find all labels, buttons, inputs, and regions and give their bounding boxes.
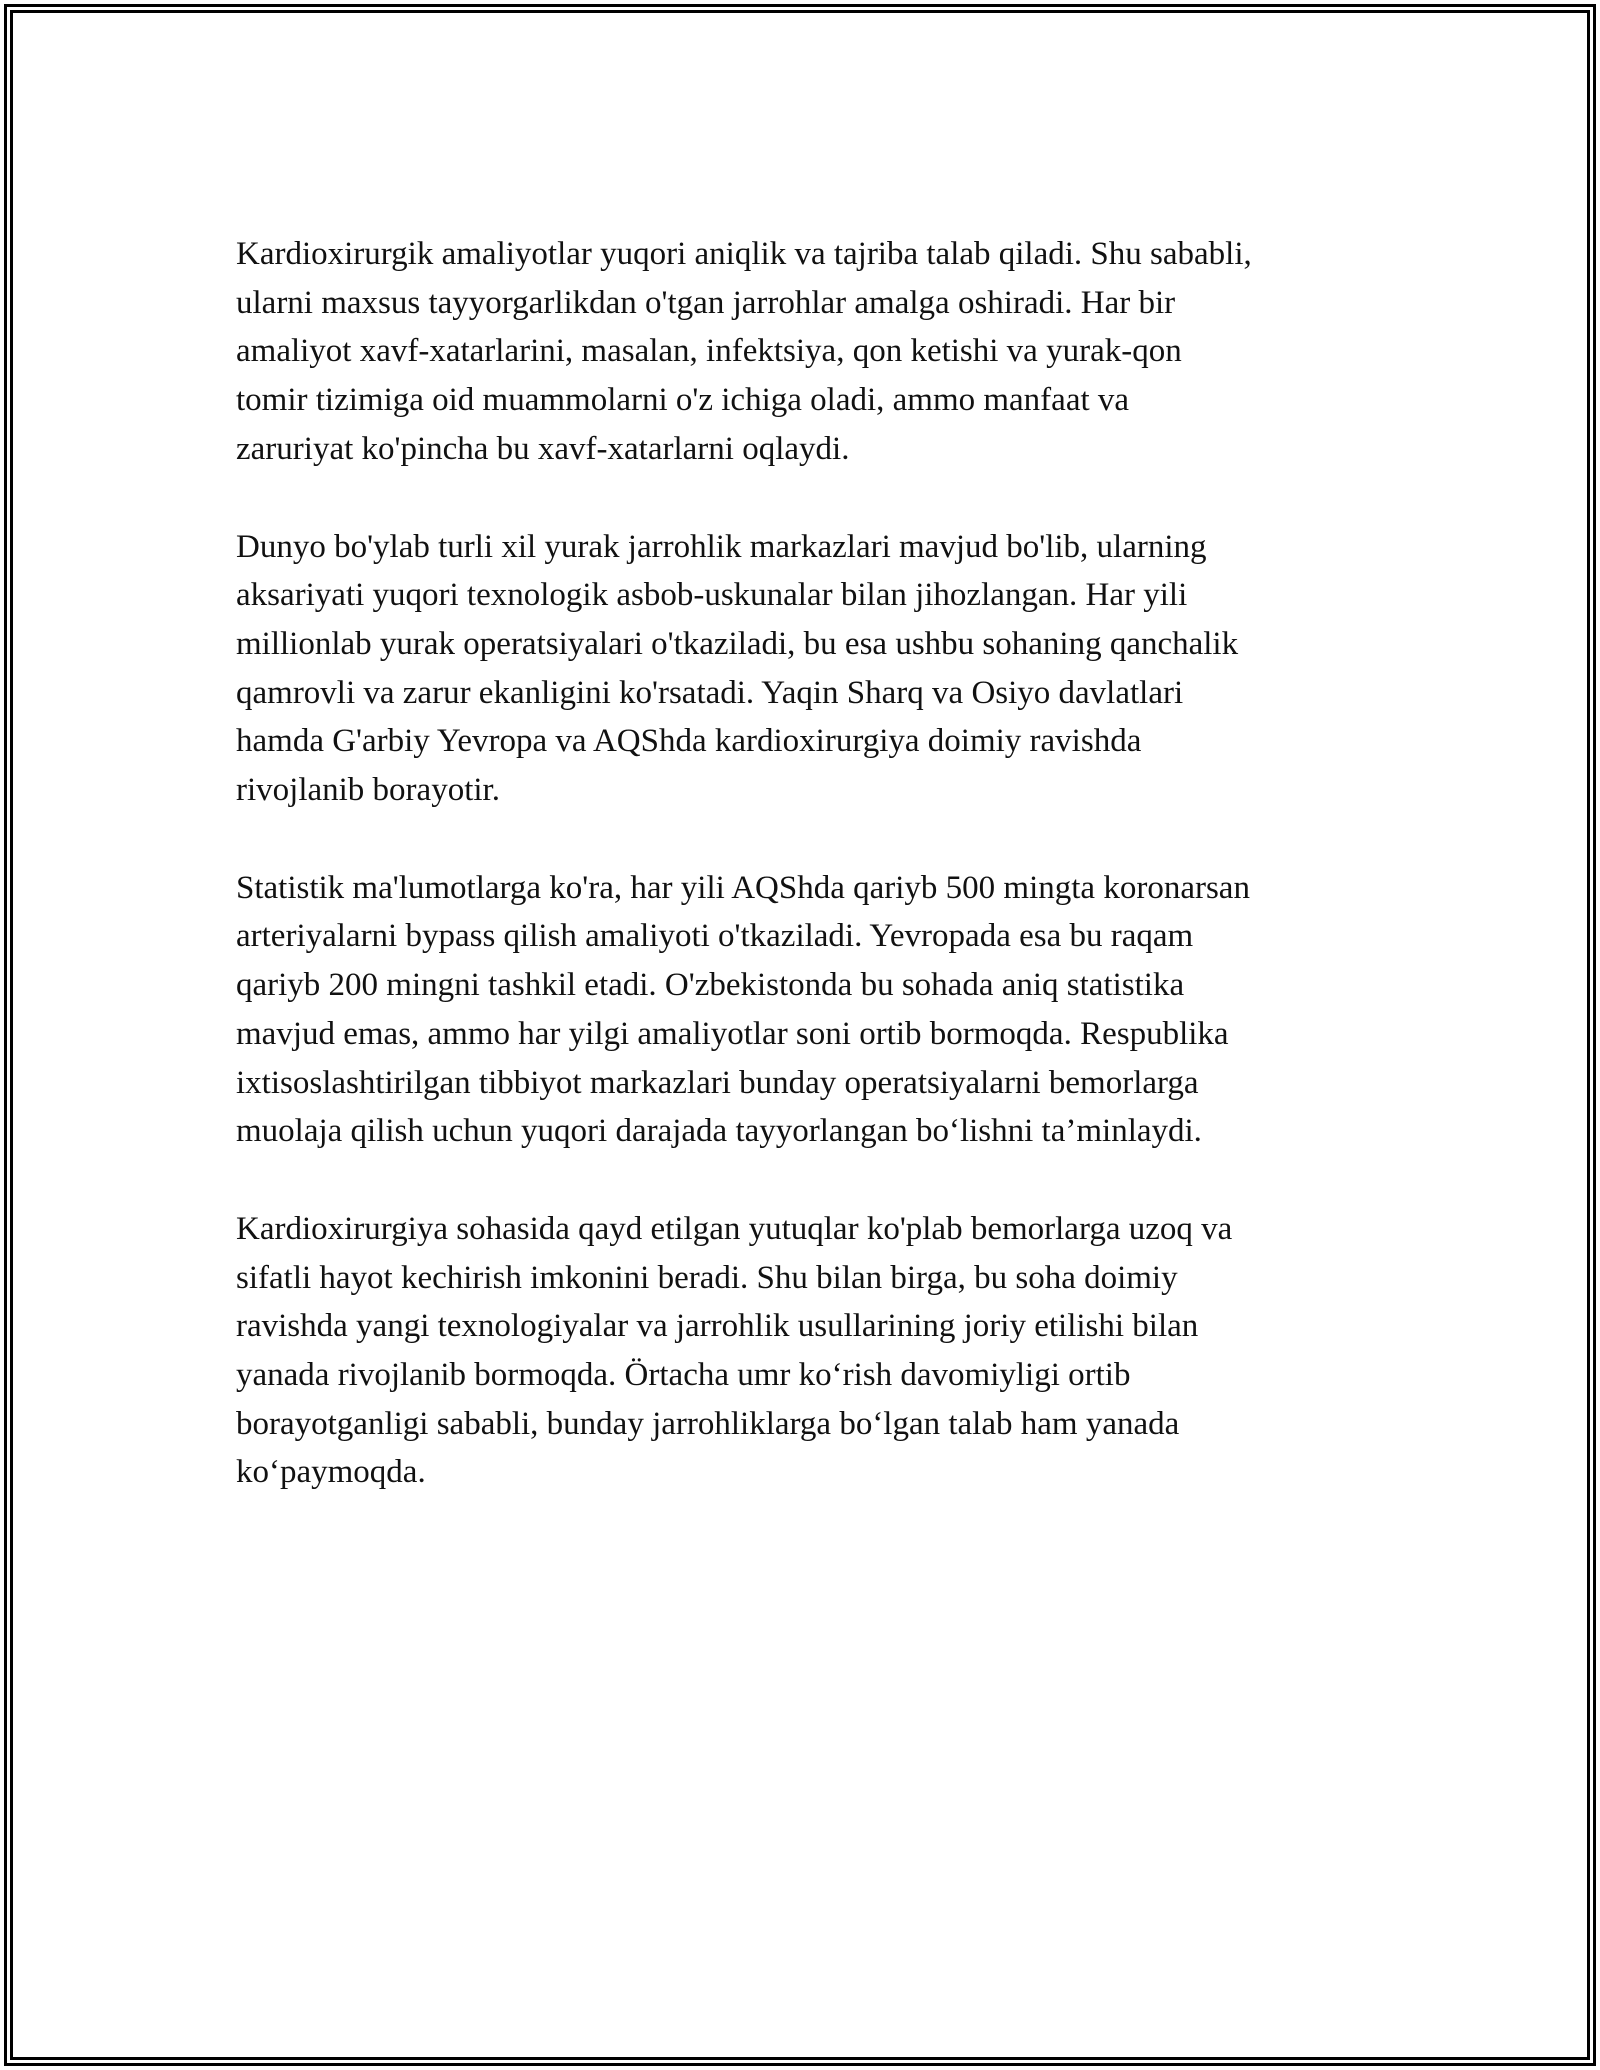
text-line: ravishda yangi texnologiyalar va jarrohlik usullarining joriy etilishi bilan	[236, 1308, 1199, 1345]
document-body	[236, 230, 1376, 1546]
text-line: Kardioxirurgiya sohasida qayd etilgan yutuqlar ko'plab bemorlarga uzoq va	[236, 1210, 1233, 1247]
text-line: arteriyalarni bypass qilish amaliyoti o'tkaziladi. Yevropada esa bu raqam	[236, 918, 1194, 955]
paragraph-3	[236, 864, 1376, 1156]
text-line: sifatli hayot kechirish imkonini beradi. Shu bilan birga, bu soha doimiy	[236, 1259, 1178, 1296]
text-line: amaliyot xavf-xatarlarini, masalan, infektsiya, qon ketishi va yurak-qon	[236, 333, 1182, 370]
text-line: Statistik ma'lumotlarga ko'ra, har yili AQShda qariyb 500 mingta koronarsan	[236, 869, 1250, 906]
paragraph-4	[236, 1205, 1376, 1497]
text-line: Kardioxirurgik amaliyotlar yuqori aniqlik va tajriba talab qiladi. Shu sababli,	[236, 236, 1252, 272]
text-line: ixtisoslashtirilgan tibbiyot markazlari bunday operatsiyalarni bemorlarga	[236, 1064, 1199, 1101]
text-line: zaruriyat ko'pincha bu xavf-xatarlarni oqlaydi.	[236, 430, 850, 467]
text-line: mavjud emas, ammo har yilgi amaliyotlar soni ortib bormoqda. Respublika	[236, 1015, 1229, 1052]
text-line: hamda G'arbiy Yevropa va AQShda kardioxirurgiya doimiy ravishda	[236, 723, 1142, 760]
text-line: rivojlanib borayotir.	[236, 772, 500, 809]
text-line: millionlab yurak operatsiyalari o'tkaziladi, bu esa ushbu sohaning qanchalik	[236, 625, 1239, 662]
paragraph-1	[236, 230, 1376, 474]
text-line: ko‘paymoqda.	[236, 1454, 426, 1491]
text-line: aksariyati yuqori texnologik asbob-uskunalar bilan jihozlangan. Har yili	[236, 577, 1188, 614]
text-line: borayotganligi sababli, bunday jarrohliklarga bo‘lgan talab ham yanada	[236, 1405, 1180, 1442]
text-line: muolaja qilish uchun yuqori darajada tayyorlangan bo‘lishni ta’minlaydi.	[236, 1113, 1202, 1150]
text-line: ularni maxsus tayyorgarlikdan o'tgan jarrohlar amalga oshiradi. Har bir	[236, 284, 1176, 321]
text-line: Dunyo bo'ylab turli xil yurak jarrohlik markazlari mavjud bo'lib, ularning	[236, 528, 1207, 565]
text-line: tomir tizimiga oid muammolarni o'z ichiga oladi, ammo manfaat va	[236, 382, 1130, 419]
text-line: yanada rivojlanib bormoqda. Örtacha umr ko‘rish davomiyligi ortib	[236, 1357, 1131, 1394]
text-line: qariyb 200 mingni tashkil etadi. O'zbekistonda bu sohada aniq statistika	[236, 967, 1185, 1004]
text-line: qamrovli va zarur ekanligini ko'rsatadi. Yaqin Sharq va Osiyo davlatlari	[236, 674, 1184, 711]
paragraph-2	[236, 523, 1376, 815]
